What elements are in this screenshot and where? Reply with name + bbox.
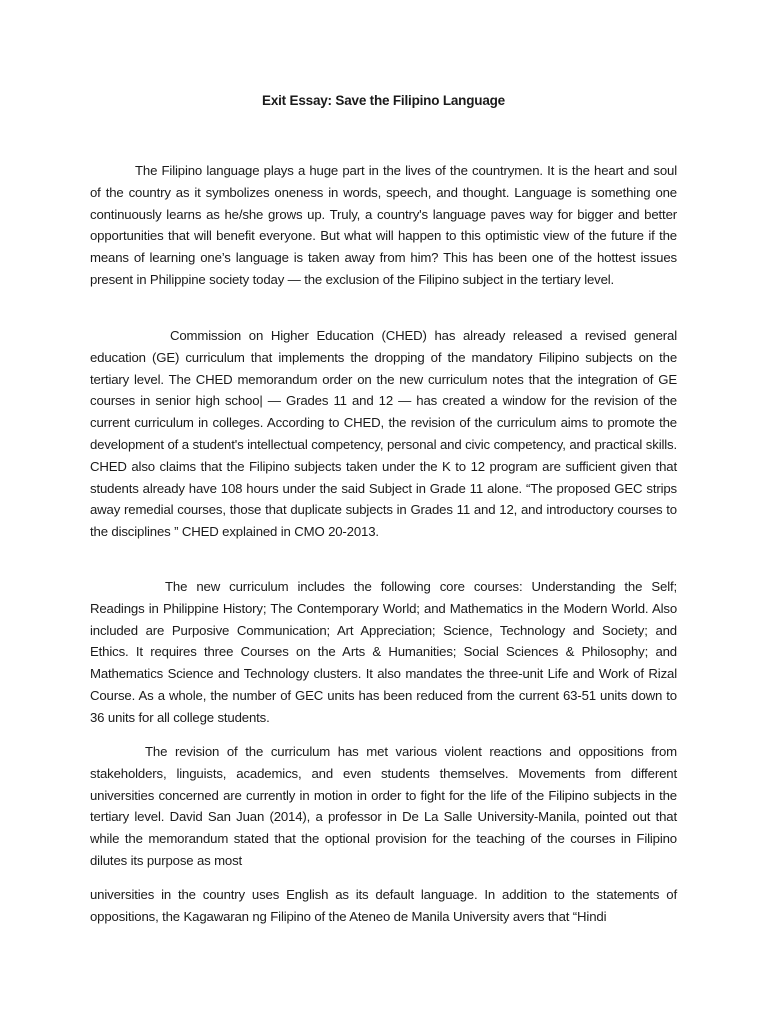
paragraph: The Filipino language plays a huge part in the lives of the countrymen. It is the heart and soul of the country as it symbolizes oneness in words, speech, and thought. Language is something one continuously learns as he/she grows up. Truly, a country's language paves way for bigger and better opportunities that will benefit everyone. But what will happen to this optimistic view of the future if the means of learning one’s language is taken away from him? This has been one of the hottest issues present in Philippine society today — the exclusion of the Filipino subject in the tertiary level. [90,163,677,287]
paragraph: Commission on Higher Education (CHED) has already released a revised general education (GE) curriculum that implements the dropping of the mandatory Filipino subjects on the tertiary level. The CHED memorandum order on the new curriculum notes that the integration of GE courses in senior high schoo| — Grades 11 and 12 — has created a window for the revision of the current curriculum in colleges. According to CHED, the revision of the curriculum aims to promote the development of a student's intellectual competency, personal and civic competency, and practical skills. CHED also claims that the Filipino subjects taken under the K to 12 program are sufficient given that students already have 108 hours under the said Subject in Grade 11 alone. “The proposed GEC strips away remedial courses, those that duplicate subjects in Grades 11 and 12, and introductory courses to the disciplines ” CHED explained in CMO 20-2013. [90,328,677,540]
paragraph: The new curriculum includes the following core courses: Understanding the Self; Readings in Philippine History; The Contemporary World; and Mathematics in the Modern World. Also included are Purposive Communication; Art Appreciation; Science, Technology and Society; and Ethics. It requires three Courses on the Arts & Humanities; Social Sciences & Philosophy; and Mathematics Science and Technology clusters. It also mandates the three-unit Life and Work of Rizal Course. As a whole, the number of GEC units has been reduced from the current 63-51 units down to 36 units for all college students. [90,579,677,725]
paragraph: The revision of the curriculum has met various violent reactions and oppositions from stakeholders, linguists, academics, and even students themselves. Movements from different universities concerned are currently in motion in order to fight for the life of the Filipino subjects in the tertiary level. David San Juan (2014), a professor in De La Salle University-Manila, pointed out that while the memorandum stated that the optional provision for the teaching of the courses in Filipino dilutes its purpose as most [90,744,677,868]
paragraph: universities in the country uses English as its default language. In addition to the statements of oppositions, the Kagawaran ng Filipino of the Ateneo de Manila University avers that “Hindi [90,887,677,924]
page-title: Exit Essay: Save the Filipino Language [262,93,505,108]
